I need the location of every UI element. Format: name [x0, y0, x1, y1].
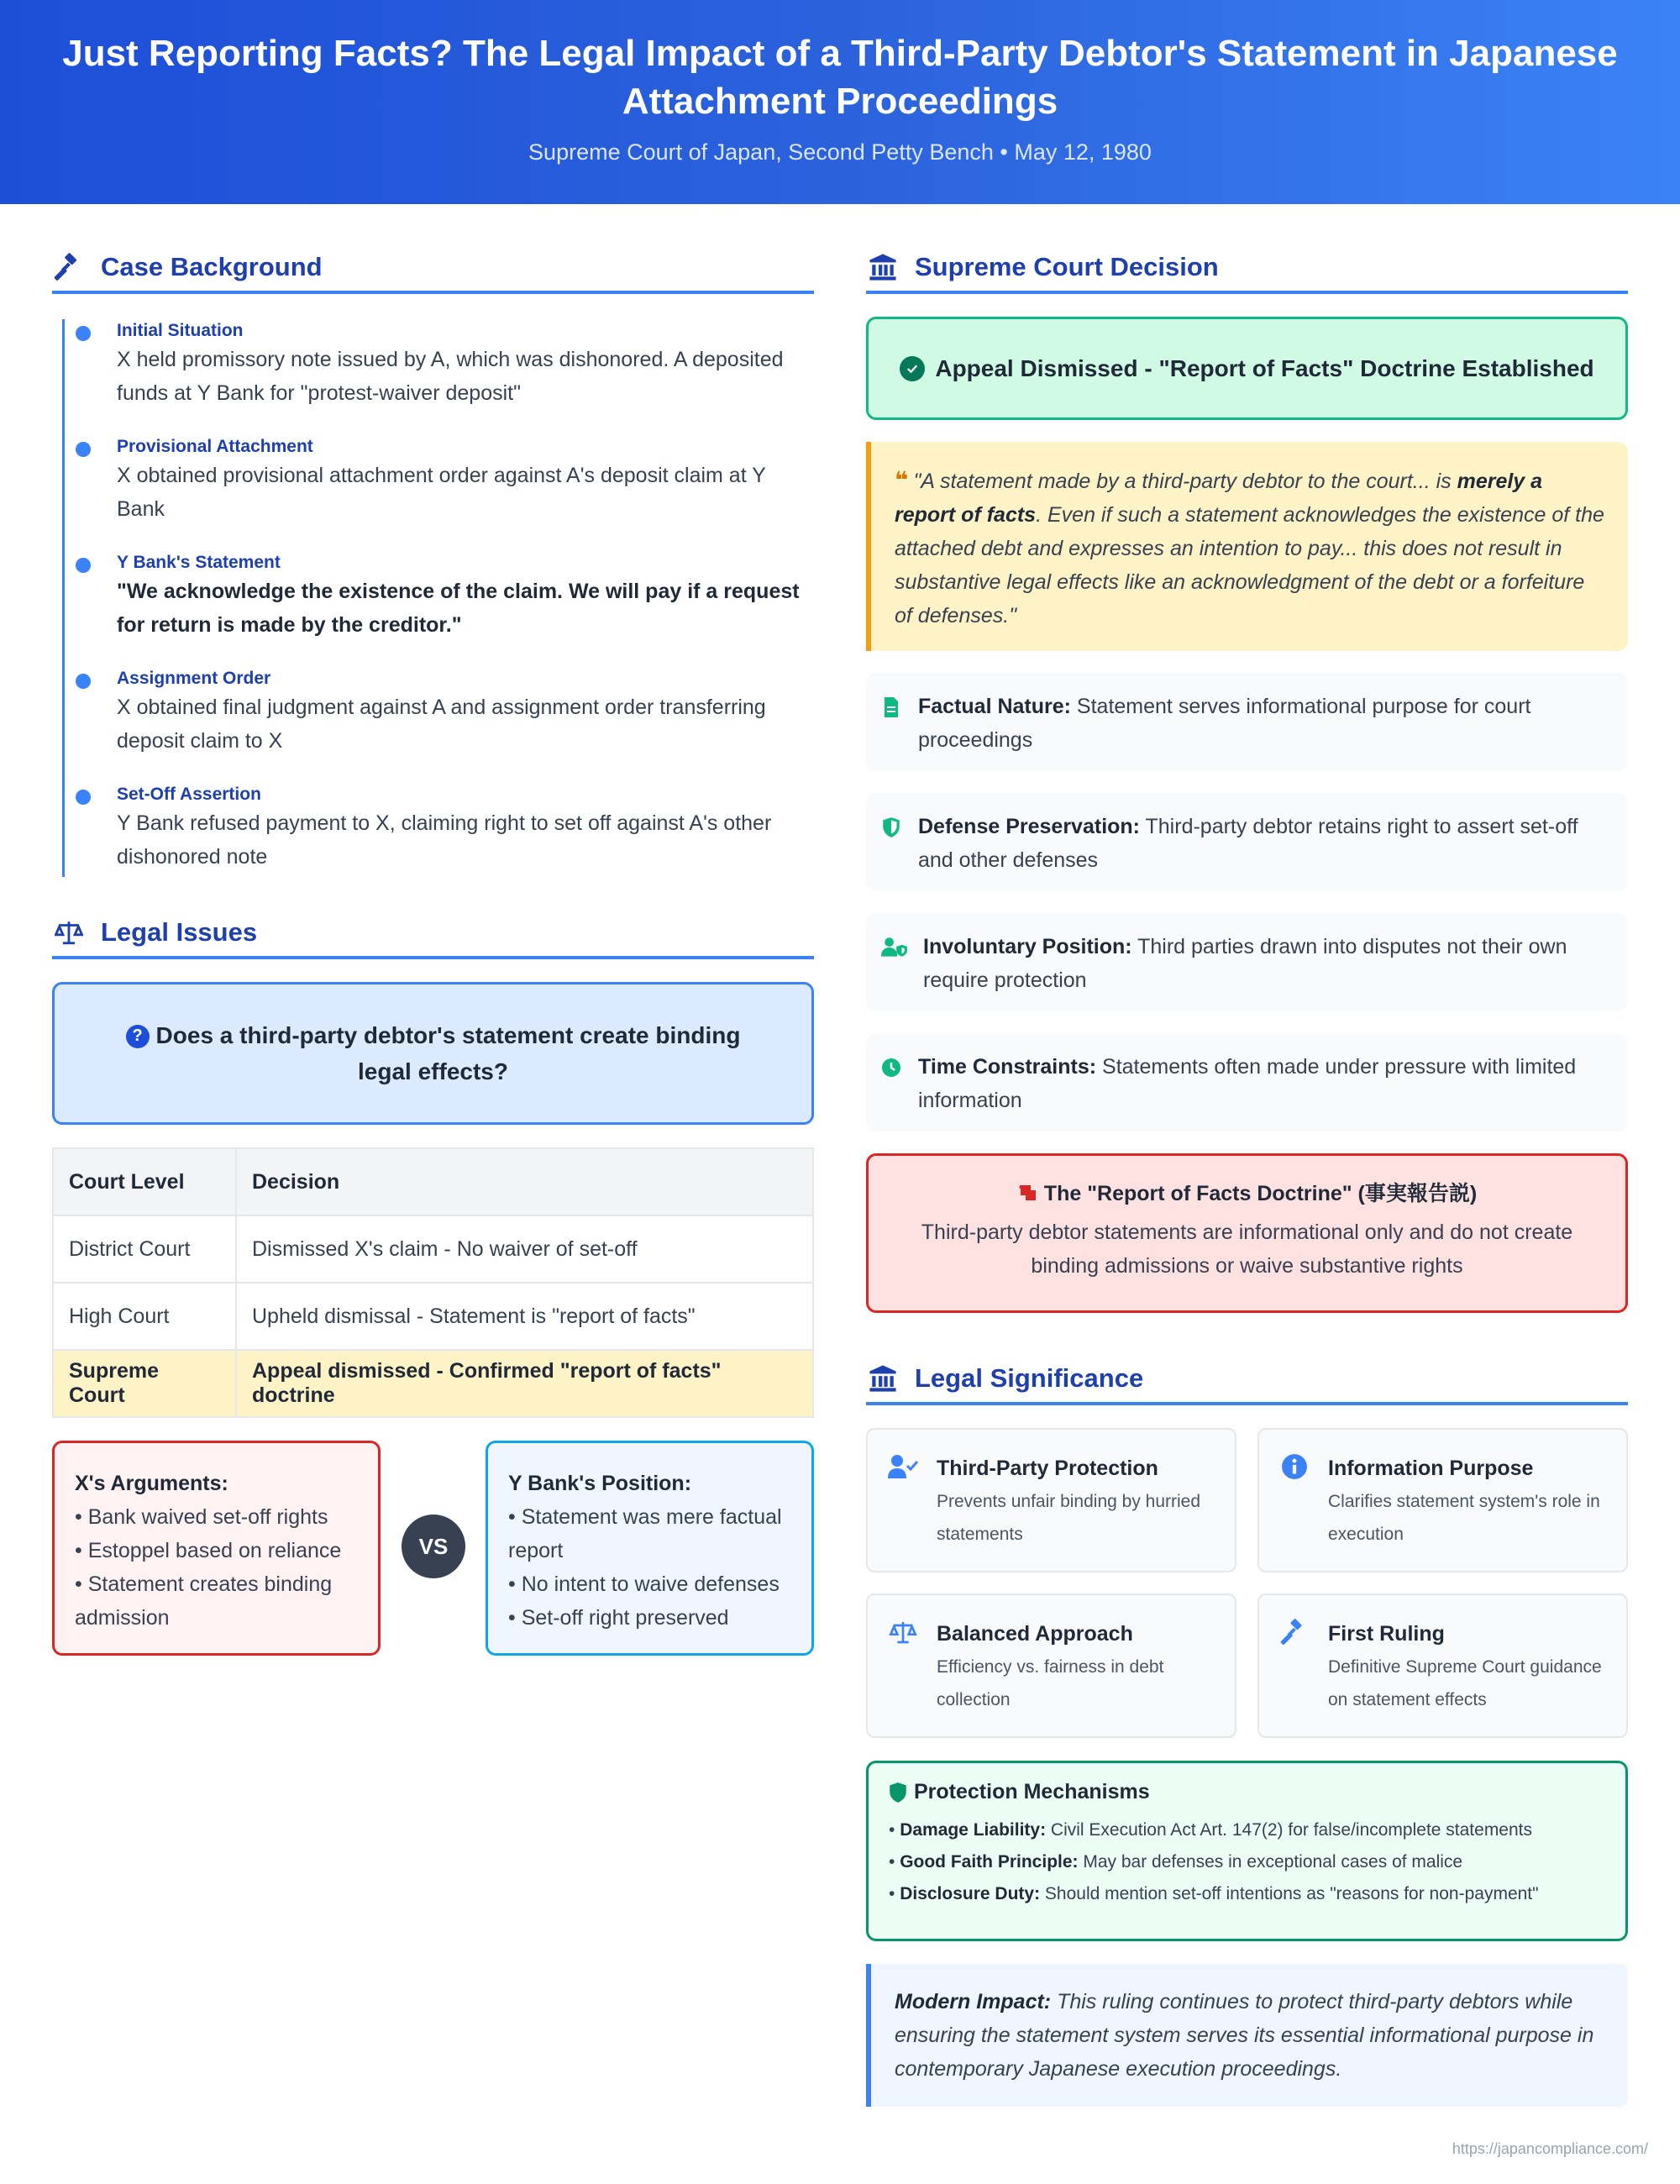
list-item: • No intent to waive defenses: [508, 1572, 780, 1596]
clock-icon: [881, 1055, 905, 1131]
point-label: Defense Preservation:: [918, 815, 1141, 838]
gavel-icon: [52, 250, 86, 284]
point-text: Third parties drawn into disputes not their own require protection: [923, 935, 1567, 992]
item-label: Good Faith Principle:: [900, 1852, 1079, 1872]
issue-question-box: [52, 982, 814, 1125]
card-text: Clarifies statement system's role in execution: [1328, 1492, 1600, 1544]
decision-point: [866, 673, 1628, 771]
table-row: [53, 1215, 813, 1283]
timeline-dot: [76, 790, 91, 805]
significance-card: [866, 1428, 1236, 1572]
quote-text-end: . Even if such a statement acknowledges the existence of the attached debt and expresses an intention to pay... this does not result in substantive legal effects like an acknowledgment of the debt or a forfeiture of defenses.": [895, 503, 1604, 627]
card-title: Third-Party Protection: [937, 1457, 1158, 1480]
timeline-dot: [76, 558, 91, 573]
table-cell: Dismissed X's claim - No waiver of set-off: [236, 1215, 813, 1283]
doctrine-text: Third-party debtor statements are informational only and do not create binding admissions or waive substantive rights: [921, 1221, 1573, 1278]
info-icon: [1279, 1453, 1316, 1571]
timeline-text: X obtained final judgment against A and assignment order transferring deposit claim to X: [117, 696, 766, 753]
impact-label: Modern Impact:: [895, 1990, 1052, 2013]
decision-point: [866, 913, 1628, 1011]
point-text: Statement serves informational purpose for court proceedings: [918, 695, 1531, 752]
section-title-decision: [866, 244, 1628, 294]
card-text: Definitive Supreme Court guidance on statement effects: [1328, 1657, 1602, 1709]
shield-icon: [889, 1782, 914, 1803]
table-row-highlighted: [53, 1350, 813, 1417]
section-title-significance: [866, 1355, 1628, 1405]
item-label: Damage Liability:: [900, 1820, 1047, 1840]
timeline-label: Set-Off Assertion: [117, 785, 261, 804]
section-title-text: Case Background: [101, 252, 323, 281]
table-cell: Upheld dismissal - Statement is "report of facts": [236, 1283, 813, 1350]
timeline-label: Assignment Order: [117, 669, 271, 688]
table-cell: District Court: [53, 1215, 236, 1283]
timeline-item: [65, 783, 814, 877]
section-title-text: Legal Issues: [101, 917, 258, 947]
timeline-label: Y Bank's Statement: [117, 553, 281, 572]
section-title-text: Legal Significance: [915, 1363, 1144, 1393]
point-label: Involuntary Position:: [923, 935, 1132, 958]
page-subtitle: Supreme Court of Japan, Second Petty Bench • May 12, 1980: [528, 139, 1152, 165]
list-item: • Damage Liability: Civil Execution Act Art. 147(2) for false/incomplete statements: [889, 1820, 1533, 1840]
x-arguments-title: X's Arguments:: [75, 1472, 228, 1495]
case-timeline: [62, 319, 814, 877]
item-text: Should mention set-off intentions as "reasons for non-payment": [1040, 1884, 1539, 1903]
x-arguments-box: [52, 1441, 381, 1656]
doctrine-title: The "Report of Facts Doctrine" (事実報告説): [1043, 1182, 1478, 1205]
timeline-text: "We acknowledge the existence of the claim. We will pay if a request for return is made by the creditor.": [117, 580, 800, 637]
timeline-label: Initial Situation: [117, 321, 244, 340]
item-text: May bar defenses in exceptional cases of malice: [1078, 1852, 1463, 1872]
scale-icon: [888, 1619, 925, 1736]
list-item: • Statement creates binding admission: [75, 1572, 333, 1630]
y-bank-position-box: [486, 1441, 814, 1656]
point-label: Factual Nature:: [918, 695, 1071, 718]
card-title: Balanced Approach: [937, 1622, 1133, 1646]
significance-card: [866, 1593, 1236, 1738]
decision-point: [866, 1033, 1628, 1131]
doctrine-box: [866, 1153, 1628, 1313]
shield-icon: [881, 815, 905, 891]
quote-icon: ❝: [895, 467, 909, 493]
list-item: • Good Faith Principle: May bar defenses in exceptional cases of malice: [889, 1852, 1463, 1872]
timeline-dot: [76, 442, 91, 457]
table-cell: Supreme Court: [53, 1350, 236, 1417]
section-title-background: [52, 244, 814, 294]
check-circle-icon: [900, 356, 925, 381]
card-text: Prevents unfair binding by hurried statements: [937, 1492, 1201, 1544]
card-text: Efficiency vs. fairness in debt collection: [937, 1657, 1164, 1709]
vs-badge: VS: [402, 1515, 465, 1578]
item-label: Disclosure Duty:: [900, 1884, 1041, 1903]
timeline-item: [65, 319, 814, 410]
significance-card: [1257, 1593, 1628, 1738]
quote-text-start: "A statement made by a third-party debtor to the court... is: [913, 470, 1457, 493]
table-header-row: [53, 1148, 813, 1215]
user-shield-icon: [881, 935, 910, 1011]
point-text: Third-party debtor retains right to assert set-off and other defenses: [918, 815, 1578, 872]
user-check-icon: [888, 1453, 925, 1571]
section-title-issues: [52, 909, 814, 959]
significance-card: [1257, 1428, 1628, 1572]
timeline-item: [65, 435, 814, 526]
landmark-icon: [866, 1362, 900, 1395]
decision-result-box: [866, 317, 1628, 420]
point-text: Statements often made under pressure with limited information: [918, 1055, 1577, 1112]
protection-title: Protection Mechanisms: [914, 1780, 1150, 1803]
quote-text-emphasis: merely a report of facts: [895, 470, 1543, 527]
impact-text: This ruling continues to protect third-party debtors while ensuring the statement system serves its essential informational purpose in contemporary Japanese execution proceedings.: [895, 1990, 1594, 2081]
table-header: Court Level: [53, 1148, 236, 1215]
right-column: [866, 244, 1628, 2107]
timeline-item: [65, 551, 814, 642]
timeline-dot: [76, 674, 91, 689]
scroll-icon: [1017, 1182, 1044, 1205]
arguments-comparison: [52, 1441, 814, 1656]
list-item: • Statement was mere factual report: [508, 1505, 782, 1562]
table-row: [53, 1283, 813, 1350]
court-decisions-table: [52, 1147, 814, 1418]
list-item: • Estoppel based on reliance: [75, 1539, 342, 1562]
timeline-dot: [76, 326, 91, 341]
item-text: Civil Execution Act Art. 147(2) for false/incomplete statements: [1046, 1820, 1533, 1840]
left-column: [52, 244, 814, 1656]
card-title: First Ruling: [1328, 1622, 1445, 1646]
file-icon: [881, 695, 905, 771]
page-header: [0, 0, 1680, 204]
landmark-icon: [866, 250, 900, 284]
list-item: • Disclosure Duty: Should mention set-off intentions as "reasons for non-payment": [889, 1884, 1539, 1903]
timeline-text: Y Bank refused payment to X, claiming right to set off against A's other dishonored note: [117, 811, 772, 869]
significance-cards: [866, 1428, 1628, 1738]
section-title-text: Supreme Court Decision: [915, 252, 1219, 281]
court-quote: [866, 442, 1628, 651]
footer-url[interactable]: https://japancompliance.com/: [1452, 2140, 1648, 2157]
timeline-label: Provisional Attachment: [117, 437, 313, 456]
decision-result: Appeal Dismissed - "Report of Facts" Doctrine Established: [935, 354, 1594, 381]
point-label: Time Constraints:: [918, 1055, 1097, 1079]
timeline-item: [65, 667, 814, 758]
table-cell: High Court: [53, 1283, 236, 1350]
card-title: Information Purpose: [1328, 1457, 1534, 1480]
issue-question: Does a third-party debtor's statement create binding legal effects?: [155, 1022, 741, 1084]
page-title: Just Reporting Facts? The Legal Impact of a Third-Party Debtor's Statement in Japanese Attachment Proceedings: [62, 33, 1618, 122]
timeline-text: X held promissory note issued by A, which was dishonored. A deposited funds at Y Bank for "protest-waiver deposit": [117, 348, 784, 405]
list-item: • Set-off right preserved: [508, 1606, 729, 1630]
gavel-icon: [1279, 1619, 1316, 1736]
protection-mechanisms-box: [866, 1761, 1628, 1941]
scale-icon: [52, 916, 86, 949]
modern-impact-box: [866, 1964, 1628, 2107]
question-icon: ?: [126, 1025, 150, 1048]
table-header: Decision: [236, 1148, 813, 1215]
list-item: • Bank waived set-off rights: [75, 1505, 328, 1529]
timeline-text: X obtained provisional attachment order against A's deposit claim at Y Bank: [117, 464, 766, 521]
y-position-title: Y Bank's Position:: [508, 1472, 692, 1495]
decision-point: [866, 793, 1628, 891]
table-cell: Appeal dismissed - Confirmed "report of facts" doctrine: [236, 1350, 813, 1417]
